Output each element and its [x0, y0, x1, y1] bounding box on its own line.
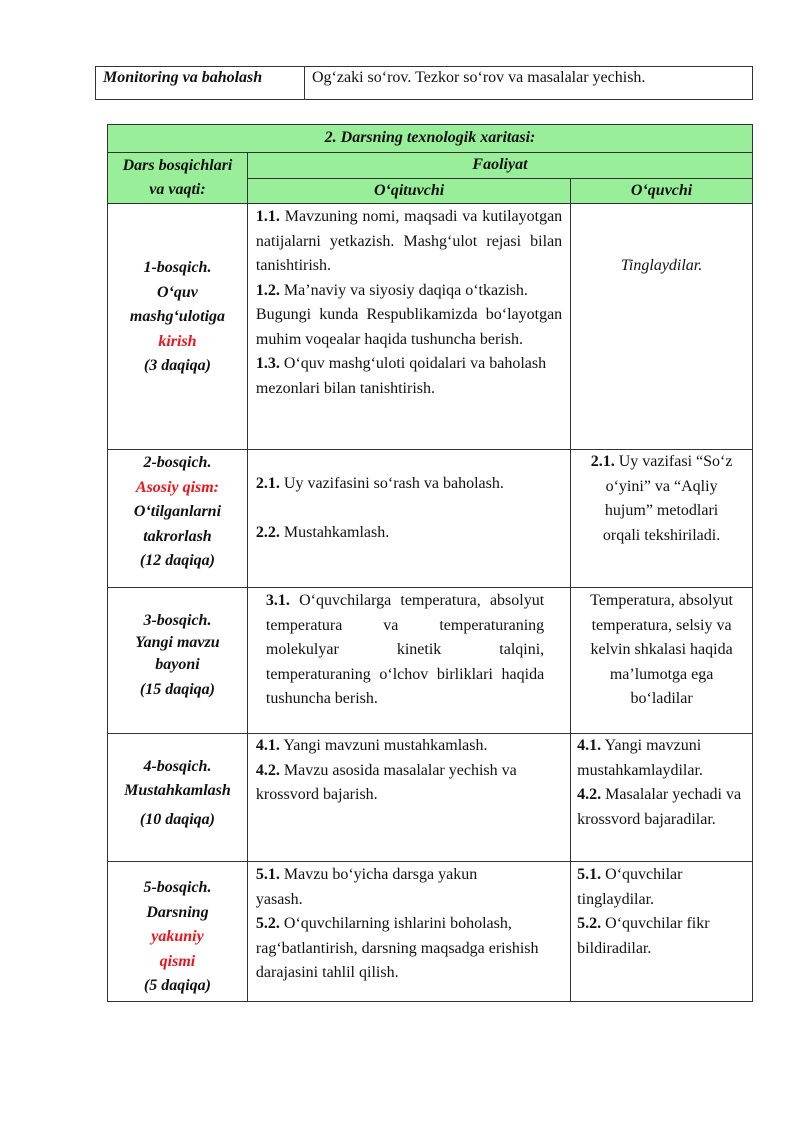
item-number: 4.2. — [577, 786, 602, 803]
stage-5-line3: yakuniy — [151, 928, 204, 945]
stage-5-cell — [108, 862, 248, 1002]
stage-1-teacher-item-1 — [256, 205, 562, 279]
item-number: 4.2. — [255, 761, 280, 779]
item-text: Mavzu bo‘yicha darsga yakun yasash. — [255, 866, 478, 908]
header-stage-line2: va vaqti: — [149, 181, 206, 198]
item-text: Mavzuning nomi, maqsadi va kutilayotgan natijalarni yetkazish. Mashg‘ulot rejasi bilan tanishtirish. — [255, 208, 563, 274]
item-number: 5.1. — [577, 866, 602, 883]
header-row-1 — [108, 153, 753, 179]
stage-4-student-item-1 — [577, 734, 746, 783]
stage-1-cell — [108, 204, 248, 450]
header-stage-cell — [108, 153, 248, 204]
header-activity: Faoliyat — [247, 153, 752, 179]
monitoring-value: Og‘zaki so‘rov. Tezkor so‘rov va masalalar yechish. — [305, 67, 753, 100]
stage-3-cell — [108, 588, 248, 734]
stage-5-teacher — [247, 862, 570, 1002]
stage-5-line2: Darsning — [146, 903, 209, 921]
item-text: Mavzu asosida masalalar yechish va krossvord bajarish. — [255, 761, 517, 803]
item-number: 2.2. — [255, 523, 280, 541]
item-number: 4.1. — [255, 737, 280, 754]
stage-2-teacher — [247, 450, 570, 588]
header-student: O‘quvchi — [571, 178, 753, 204]
stage-5-teacher-item-1 — [256, 863, 562, 912]
stage-1-teacher-item-2-extra: Bugungi kunda Respublikamizda bo‘layotgan muhim voqealar haqida tushuncha berish. — [255, 306, 563, 348]
stage-5-student-item-2 — [577, 912, 746, 961]
item-number: 5.1. — [255, 866, 280, 883]
monitoring-table — [95, 66, 753, 100]
stage-2-title: 2-bosqich. — [143, 454, 212, 471]
item-text: Mustahkamlash. — [283, 523, 390, 541]
stage-2-cell — [108, 450, 248, 588]
stage-4-title: 4-bosqich. — [143, 757, 212, 775]
stage-4-teacher-item-1 — [256, 734, 562, 759]
stage-2-teacher-item-2 — [256, 521, 562, 546]
stage-5-student — [571, 862, 753, 1002]
item-number: 3.1. — [265, 592, 290, 609]
item-number: 1.1. — [255, 208, 280, 225]
stage-3-line3: bayoni — [155, 656, 200, 673]
item-text: Yangi mavzuni mustahkamlaydilar. — [577, 737, 703, 779]
stage-1-teacher-item-2 — [256, 279, 562, 304]
stage-1-line4: kirish — [158, 332, 197, 350]
stage-3-student: Temperatura, absolyut temperatura, selsiy va kelvin shkalasi haqida ma’lumotga ega bo‘ladilar — [571, 588, 753, 734]
item-text: O‘quvchilar fikr bildiradilar. — [577, 915, 710, 957]
stage-3-line2: Yangi mavzu — [135, 634, 220, 651]
stage-1-time: (3 daqiqa) — [143, 357, 212, 375]
table-row — [108, 862, 753, 1002]
item-text: Yangi mavzuni mustahkamlash. — [283, 737, 488, 754]
stage-1-teacher-item-3 — [256, 352, 562, 401]
item-text: Masalalar yechadi va krossvord bajaradilar. — [577, 786, 742, 828]
stage-2-line3: O‘tilganlarni — [133, 503, 222, 520]
stage-5-time: (5 daqiqa) — [143, 977, 212, 994]
item-text: O‘quv mashg‘uloti qoidalari va baholash mezonlari bilan tanishtirish. — [255, 355, 547, 397]
stage-5-student-item-1 — [577, 863, 746, 912]
stage-3-teacher — [247, 588, 570, 734]
stage-2-time: (12 daqiqa) — [139, 552, 216, 569]
stage-4-time: (10 daqiqa) — [139, 810, 216, 828]
table-row — [108, 734, 753, 862]
stage-2-teacher-item-1 — [256, 472, 562, 497]
item-number: 2.1. — [590, 453, 615, 470]
stage-1-teacher — [247, 204, 570, 450]
stage-1-line2: O‘quv — [157, 283, 198, 301]
stage-5-line4: qismi — [159, 952, 196, 970]
stage-1-title: 1-bosqich. — [143, 259, 212, 277]
item-text: Uy vazifasi “So‘z o‘yini” va “Aqliy hujum” metodlari orqali tekshiriladi. — [602, 453, 733, 544]
table-row — [108, 204, 753, 450]
stage-2-line4: takrorlash — [143, 527, 212, 545]
stage-3-time: (15 daqiqa) — [139, 681, 216, 698]
item-number: 1.2. — [255, 281, 280, 299]
item-number: 2.1. — [255, 475, 280, 492]
stage-4-line2: Mustahkamlash — [124, 782, 231, 800]
item-text: O‘quvchilarning ishlarini boholash, rag‘batlantirish, darsning maqsadga erishish darajasini tahlil qilish. — [255, 915, 539, 981]
stage-4-student-item-2 — [577, 783, 746, 832]
table-row — [108, 588, 753, 734]
stage-2-student — [571, 450, 753, 588]
item-number: 1.3. — [255, 355, 280, 372]
item-text: O‘quvchilarga temperatura, absolyut temperatura va temperaturaning molekulyar kinetik talqini, temperaturaning o‘lchov birliklari haqida tushuncha berish. — [265, 592, 545, 707]
map-title-row — [108, 125, 753, 153]
stage-5-teacher-item-2 — [256, 912, 562, 986]
monitoring-row — [96, 67, 753, 100]
stage-1-line3: mashg‘ulotiga — [129, 308, 226, 326]
item-text: Uy vazifasini so‘rash va baholash. — [283, 475, 504, 492]
item-number: 4.1. — [577, 737, 602, 754]
item-number: 5.2. — [577, 915, 602, 932]
technological-map-table — [107, 124, 753, 1002]
item-number: 5.2. — [255, 915, 280, 932]
stage-3-title: 3-bosqich. — [143, 612, 212, 629]
stage-1-student: Tinglaydilar. — [571, 204, 753, 450]
item-text: O‘quvchilar tinglaydilar. — [577, 866, 683, 908]
map-title: 2. Darsning texnologik xaritasi: — [108, 125, 753, 153]
stage-5-title: 5-bosqich. — [143, 879, 212, 896]
header-teacher: O‘qituvchi — [247, 178, 570, 204]
item-text: Ma’naviy va siyosiy daqiqa o‘tkazish. — [283, 281, 528, 299]
monitoring-label: Monitoring va baholash — [96, 67, 305, 100]
header-stage-line1: Dars bosqichlari — [122, 156, 233, 174]
table-row — [108, 450, 753, 588]
stage-4-student — [571, 734, 753, 862]
stage-4-teacher-item-2 — [256, 759, 562, 808]
stage-4-teacher — [247, 734, 570, 862]
stage-4-cell — [108, 734, 248, 862]
stage-2-line2: Asosiy qism: — [135, 478, 220, 496]
